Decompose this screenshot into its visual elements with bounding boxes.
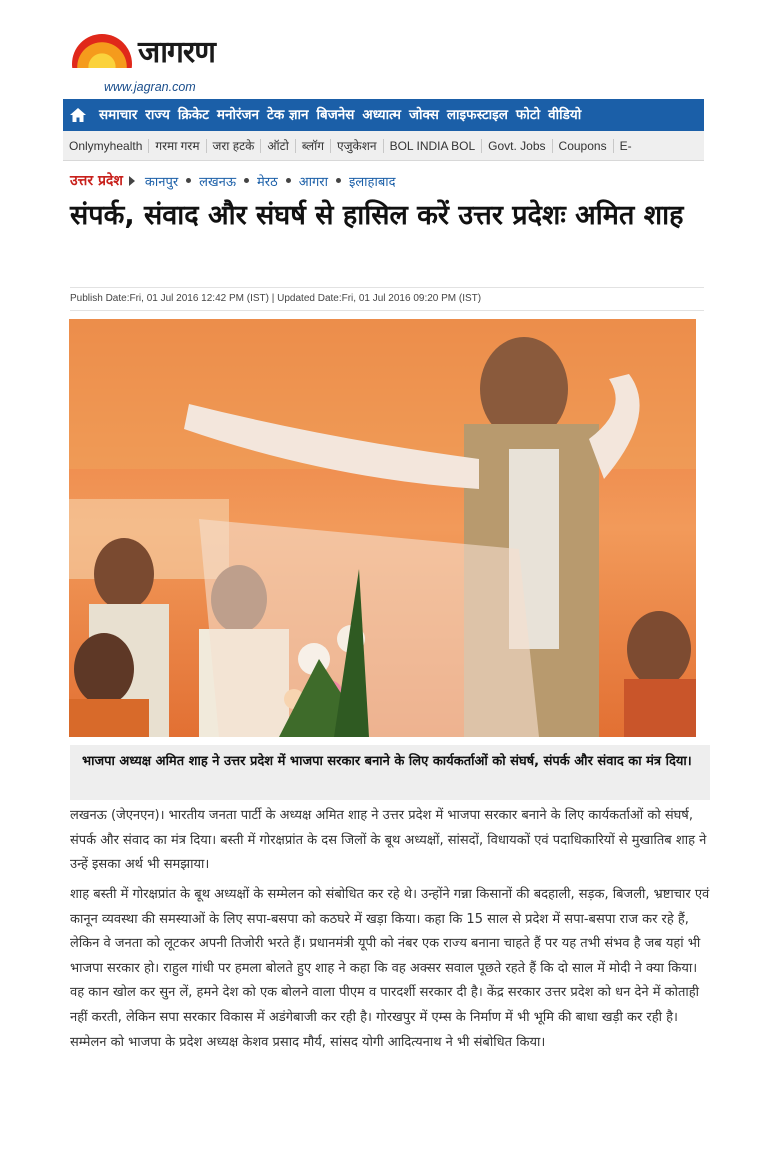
bullet-icon (286, 178, 291, 183)
logo-text: जागरण (138, 35, 215, 70)
nav-item-business[interactable]: बिजनेस (316, 107, 355, 123)
home-icon[interactable] (67, 104, 89, 126)
breadcrumb-section[interactable]: उत्तर प्रदेश (70, 173, 123, 189)
divider (70, 310, 704, 311)
nav-item-tech[interactable]: टेक ज्ञान (267, 107, 309, 123)
breadcrumb-city-kanpur[interactable]: कानपुर (144, 174, 179, 190)
subnav-item-govt-jobs[interactable]: Govt. Jobs (482, 139, 552, 153)
site-url[interactable]: www.jagran.com (104, 80, 196, 94)
breadcrumb-city-allahabad[interactable]: इलाहाबाद (348, 174, 396, 190)
subnav-item-jara-hatke[interactable]: जरा हटके (207, 139, 262, 153)
divider (70, 287, 704, 288)
bullet-icon (336, 178, 341, 183)
subnav-item-more[interactable]: E- (619, 138, 632, 153)
nav-item-lifestyle[interactable]: लाइफस्टाइल (446, 107, 508, 123)
nav-item-video[interactable]: वीडियो (548, 107, 582, 123)
nav-item-rajya[interactable]: राज्य (145, 107, 170, 123)
nav-item-manoranjan[interactable]: मनोरंजन (216, 107, 260, 123)
breadcrumb (70, 171, 396, 190)
breadcrumb-city-lucknow[interactable]: लखनऊ (199, 174, 237, 190)
article-dates: Publish Date:Fri, 01 Jul 2016 12:42 PM (IST) | Updated Date:Fri, 01 Jul 2016 09:20 PM (IST) (70, 293, 482, 304)
article-paragraph: लखनऊ (जेएनएन)। भारतीय जनता पार्टी के अध्यक्ष अमित शाह ने उत्तर प्रदेश में भाजपा सरकार बनाने के लिए कार्यकर्ताओं को संघर्ष, संपर्क और संवाद का मंत्र दिया। बस्ती में गोरक्षप्रांत के दस जिलों के बूथ अध्यक्षों, सांसदों, विधायकों एवं पदाधिकारियों से मुखातिब शाह ने उन्हें इसका अर्थ भी समझाया। (70, 808, 707, 873)
main-nav (63, 99, 704, 131)
caret-right-icon (129, 176, 135, 186)
sub-nav (63, 131, 704, 161)
breadcrumb-city-agra[interactable]: आगरा (298, 174, 328, 190)
site-logo[interactable] (70, 28, 270, 98)
subnav-item-onlymyhealth[interactable]: Onlymyhealth (63, 139, 149, 153)
nav-item-samachar[interactable]: समाचार (99, 107, 138, 123)
bullet-icon (186, 178, 191, 183)
bullet-icon (244, 178, 249, 183)
nav-item-photo[interactable]: फोटो (515, 107, 541, 123)
article-title: संपर्क, संवाद और संघर्ष से हासिल करें उत्तर प्रदेशः अमित शाह (70, 200, 684, 231)
nav-item-jokes[interactable]: जोक्स (408, 107, 439, 123)
nav-item-cricket[interactable]: क्रिकेट (177, 107, 209, 123)
article-photo (69, 319, 696, 737)
subnav-item-garma-garam[interactable]: गरमा गरम (149, 139, 206, 153)
subnav-item-blog[interactable]: ब्लॉग (296, 139, 331, 153)
subnav-item-education[interactable]: एजुकेशन (331, 139, 384, 153)
photo-caption: भाजपा अध्यक्ष अमित शाह ने उत्तर प्रदेश में भाजपा सरकार बनाने के लिए कार्यकर्ताओं को संघर्ष, संपर्क और संवाद का मंत्र दिया। (70, 745, 710, 800)
breadcrumb-city-meerut[interactable]: मेरठ (257, 174, 278, 190)
nav-item-adhyatm[interactable]: अध्यात्म (362, 107, 401, 123)
subnav-item-auto[interactable]: ऑटो (261, 139, 295, 153)
article-paragraph: शाह बस्ती में गोरक्षप्रांत के बूथ अध्यक्षों के सम्मेलन को संबोधित कर रहे थे। उन्होंने गन्ना किसानों की बदहाली, सड़क, बिजली, भ्रष्टाचार एवं कानून व्यवस्था की समस्याओं के लिए सपा-बसपा को कठघरे में खड़ा किया। कहा कि 15 साल से प्रदेश में सपा-बसपा राज कर रहे हैं, लेकिन वे जनता को लूटकर अपनी तिजोरी भरते हैं। प्रधानमंत्री यूपी को नंबर एक राज्य बनाना चाहते हैं पर यह तभी संभव है जब यहां भी भाजपा सरकार हो। राहुल गांधी पर हमला बोलते हुए शाह ने कहा कि वह अक्सर सवाल पूछते रहते हैं कि दो साल में मोदी ने क्या किया। वह कान खोल कर सुन लें, हमने देश को एक बोलने वाला पीएम व पारदर्शी सरकार दी है। केंद्र सरकार उत्तर प्रदेश को धन देने में कोताही नहीं करती, लेकिन सपा सरकार विकास में अडंगेबाजी कर रही है। गोरखपुर में एम्स के निर्माण में भी भूमि की बाधा खड़ी कर रही है। सम्मेलन को भाजपा के प्रदेश अध्यक्ष केशव प्रसाद मौर्य, सांसद योगी आदित्यनाथ ने भी संबोधित किया। (70, 887, 710, 1050)
subnav-item-coupons[interactable]: Coupons (553, 139, 614, 153)
subnav-item-bol-india-bol[interactable]: BOL INDIA BOL (384, 139, 483, 153)
rising-sun-logo-icon (70, 34, 134, 68)
